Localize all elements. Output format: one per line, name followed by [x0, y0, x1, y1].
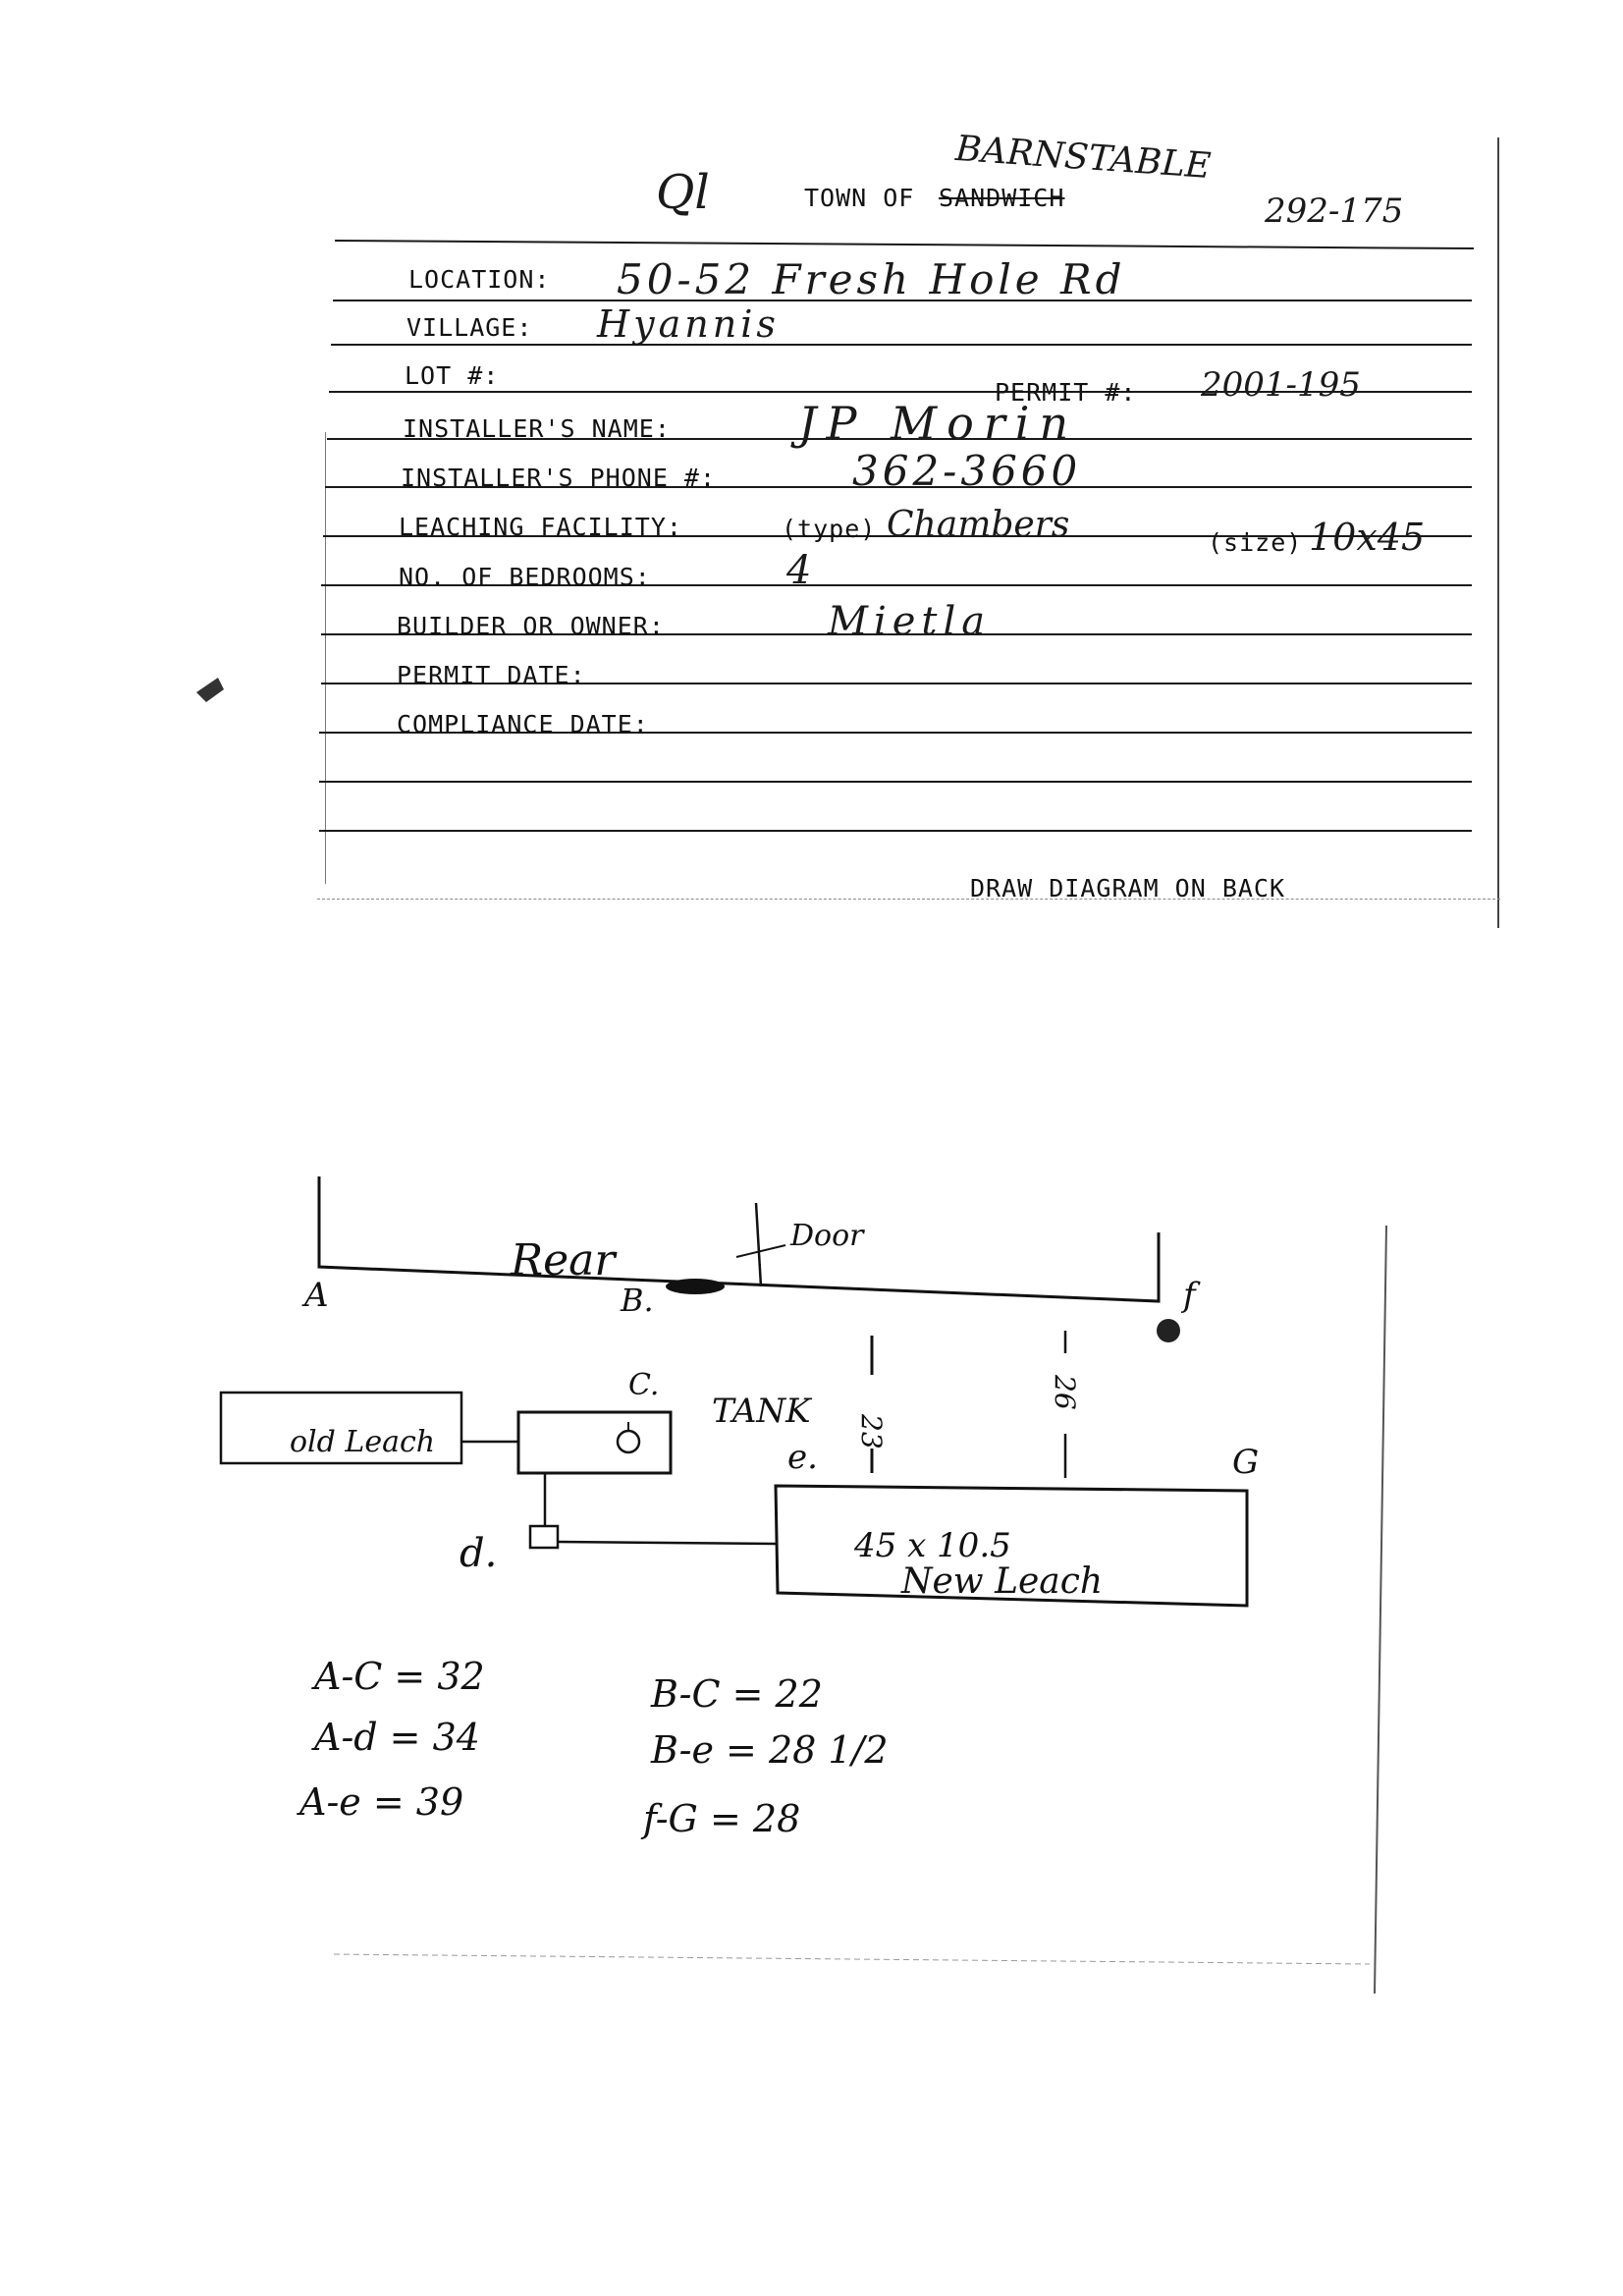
town-label: TOWN OF — [804, 184, 915, 212]
permit-value: 2001-195 — [1201, 365, 1361, 405]
septic-tank-box — [518, 1412, 671, 1473]
village-label: VILLAGE: — [406, 313, 533, 342]
reference-number: 292-175 — [1265, 191, 1404, 231]
leaching-type-label: (type) — [782, 515, 877, 543]
installer-phone-label: INSTALLER'S PHONE #: — [401, 464, 717, 492]
point-d-label: d. — [460, 1531, 498, 1576]
house-rear-wall — [319, 1176, 1159, 1301]
builder-owner-label: BUILDER OR OWNER: — [397, 612, 665, 640]
door-label: Door — [790, 1219, 864, 1253]
measurement-left: A-e = 39 — [299, 1780, 464, 1824]
measurement-right: f-G = 28 — [643, 1797, 801, 1840]
door-mark — [756, 1203, 761, 1286]
village-value: Hyannis — [597, 302, 780, 346]
leaching-type-value: Chambers — [887, 505, 1070, 545]
permit-label: PERMIT #: — [995, 378, 1137, 407]
rear-label: Rear — [511, 1235, 616, 1285]
dim-26-label: 26 — [1049, 1375, 1081, 1410]
tank-cover-circle — [618, 1431, 639, 1452]
permit-date-label: PERMIT DATE: — [397, 661, 586, 689]
leach-feed-pipe — [558, 1542, 776, 1544]
builder-owner-value: Mietla — [828, 599, 992, 644]
outlet-pipe — [666, 1279, 725, 1294]
scan-blot — [196, 678, 224, 702]
card-footer: DRAW DIAGRAM ON BACK — [970, 874, 1286, 902]
sheet-edge-bottom — [334, 1954, 1370, 1964]
measurement-left: A-d = 34 — [314, 1716, 480, 1759]
town-struck-name: SANDWICH — [939, 184, 1065, 212]
point-f-marker — [1157, 1319, 1180, 1342]
location-label: LOCATION: — [408, 265, 551, 294]
leaching-size-label: (size) — [1208, 528, 1303, 557]
sheet-edge-right — [1375, 1226, 1386, 1994]
measurement-right: B-C = 22 — [651, 1672, 823, 1716]
point-c-label: C. — [628, 1368, 660, 1402]
compliance-date-label: COMPLIANCE DATE: — [397, 710, 649, 738]
door-tick — [736, 1245, 785, 1257]
bedrooms-value: 4 — [786, 548, 812, 593]
installer-name-label: INSTALLER'S NAME: — [403, 414, 671, 443]
distribution-box — [530, 1526, 558, 1548]
installer-name-value: JP Morin — [798, 397, 1079, 450]
point-e-label: e. — [787, 1438, 818, 1477]
new-leach-label: New Leach — [901, 1561, 1104, 1602]
point-a-label: A — [304, 1276, 329, 1315]
old-leach-label: old Leach — [290, 1425, 436, 1459]
corner-mark: Ql — [656, 165, 710, 220]
point-g-label: G — [1232, 1443, 1260, 1482]
bedrooms-label: NO. OF BEDROOMS: — [399, 563, 651, 591]
point-b-label: B. — [621, 1282, 654, 1319]
location-value: 50-52 Fresh Hole Rd — [617, 255, 1126, 303]
installer-phone-value: 362-3660 — [852, 447, 1082, 495]
lot-label: LOT #: — [405, 361, 500, 390]
dim-23-label: 23 — [855, 1414, 888, 1449]
leaching-facility-label: LEACHING FACILITY: — [399, 513, 682, 541]
new-leach-size: 45 x 10.5 — [854, 1526, 1011, 1565]
leaching-size-value: 10x45 — [1309, 516, 1426, 559]
point-f-label: f — [1183, 1276, 1196, 1315]
measurement-left: A-C = 32 — [314, 1655, 485, 1698]
measurement-right: B-e = 28 1/2 — [651, 1728, 889, 1772]
tank-label: TANK — [712, 1392, 811, 1431]
town-handwritten-name: BARNSTABLE — [953, 128, 1213, 188]
